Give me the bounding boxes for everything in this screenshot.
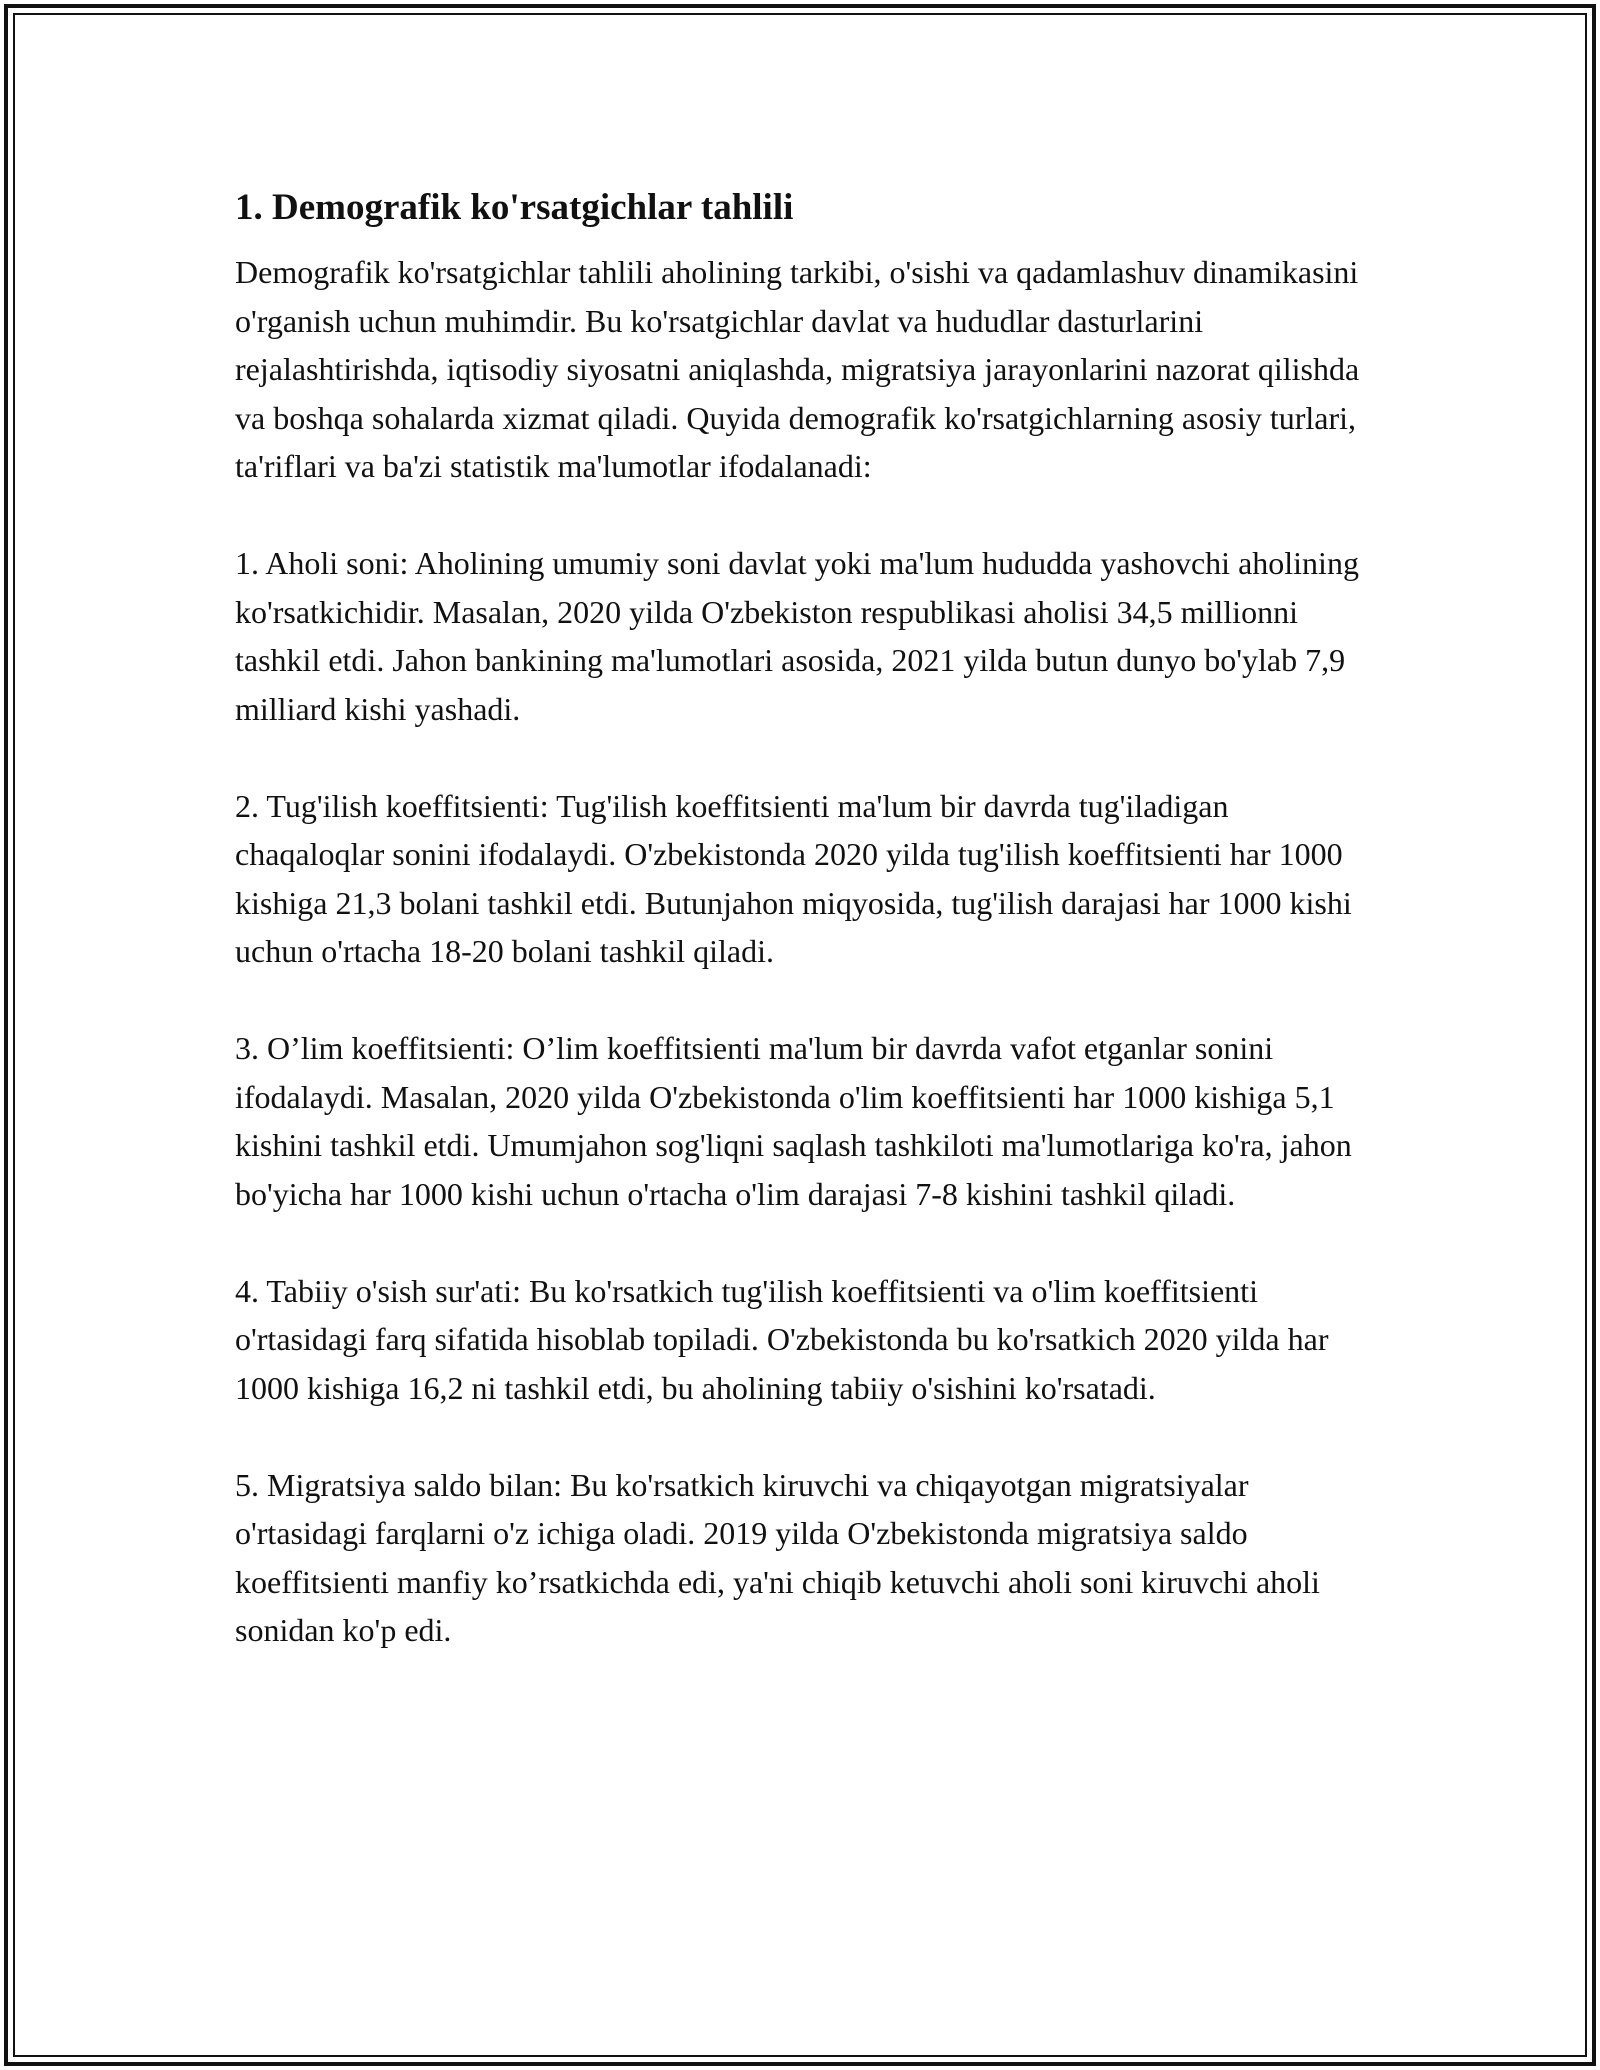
point-population: 1. Aholi soni: Aholining umumiy soni davlat yoki ma'lum hududda yashovchi aholining ko'rsatkichidir. Masalan, 2020 yilda O'zbekiston respublikasi aholisi 34,5 millionni tashkil etdi. Jahon bankining ma'lumotlari asosida, 2021 yilda butun dunyo bo'ylab 7,9 milliard kishi yashadi. <box>235 545 1359 727</box>
section-title: 1. Demografik ko'rsatgichlar tahlili <box>235 187 794 228</box>
point-migration-balance: 5. Migratsiya saldo bilan: Bu ko'rsatkich kiruvchi va chiqayotgan migratsiyalar o'rtasidagi farqlarni o'z ichiga oladi. 2019 yilda O'zbekistonda migratsiya saldo koeffitsienti manfiy ko’rsatkichda edi, ya'ni chiqib ketuvchi aholi soni kiruvchi aholi sonidan ko'p edi. <box>235 1466 1320 1649</box>
point-natural-growth: 4. Tabiiy o'sish sur'ati: Bu ko'rsatkich tug'ilish koeffitsienti va o'lim koeffitsienti o'rtasidagi farq sifatida hisoblab topiladi. O'zbekistonda bu ko'rsatkich 2020 yilda har 1000 kishiga 16,2 ni tashkil etdi, bu aholining tabiiy o'sishini ko'rsatadi. <box>235 1272 1329 1406</box>
point-birth-rate: 2. Tug'ilish koeffitsienti: Tug'ilish koeffitsienti ma'lum bir davrda tug'iladigan chaqaloqlar sonini ifodalaydi. O'zbekistonda 2020 yilda tug'ilish koeffitsienti har 1000 kishiga 21,3 bolani tashkil etdi. Butunjahon miqyosida, tug'ilish darajasi har 1000 kishi uchun o'rtacha 18-20 bolani tashkil qiladi. <box>235 787 1352 970</box>
point-death-rate: 3. O’lim koeffitsienti: O’lim koeffitsienti ma'lum bir davrda vafot etganlar sonini ifodalaydi. Masalan, 2020 yilda O'zbekistonda o'lim koeffitsienti har 1000 kishiga 5,1 kishini tashkil etdi. Umumjahon sog'liqni saqlash tashkiloti ma'lumotlariga ko'ra, jahon bo'yicha har 1000 kishi uchun o'rtacha o'lim darajasi 7-8 kishini tashkil qiladi. <box>235 1030 1352 1212</box>
document-body <box>235 186 1380 1655</box>
intro-paragraph: Demografik ko'rsatgichlar tahlili aholining tarkibi, o'sishi va qadamlashuv dinamikasini o'rganish uchun muhimdir. Bu ko'rsatgichlar davlat va hududlar dasturlarini rejalashtirishda, iqtisodiy siyosatni aniqlashda, migratsiya jarayonlarini nazorat qilishda va boshqa sohalarda xizmat qiladi. Quyida demografik ko'rsatgichlarning asosiy turlari, ta'riflari va ba'zi statistik ma'lumotlar ifodalanadi: <box>235 254 1360 485</box>
